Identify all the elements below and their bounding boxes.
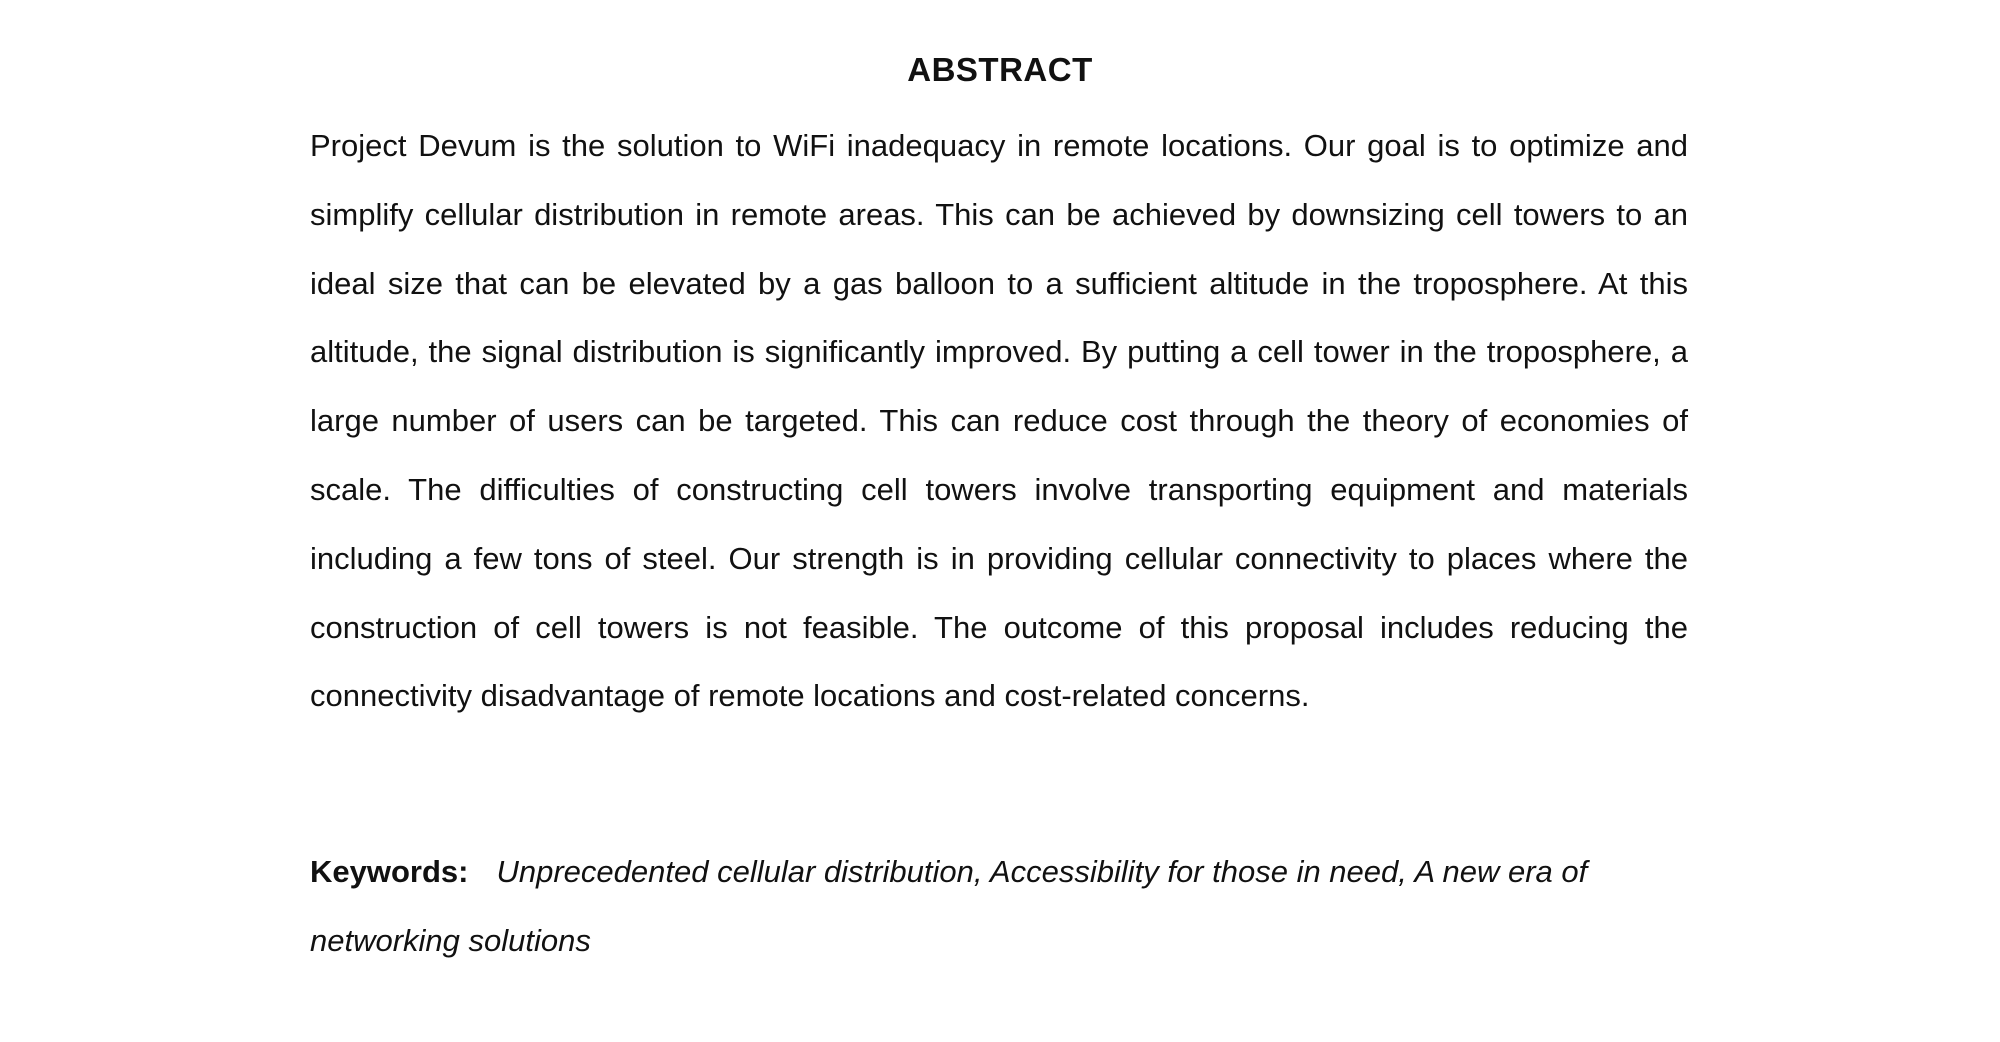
keywords-label: Keywords: bbox=[310, 854, 469, 889]
keywords-text: Unprecedented cellular distribution, Accessibility for those in need, A new era of networking solutions bbox=[310, 854, 1588, 958]
abstract-heading: ABSTRACT bbox=[907, 51, 1093, 88]
abstract-body: Project Devum is the solution to WiFi inadequacy in remote locations. Our goal is to optimize and simplify cellular distribution in remote areas. This can be achieved by downsizing cell towers to an ideal size that can be elevated by a gas balloon to a sufficient altitude in the troposphere. At this altitude, the signal distribution is significantly improved. By putting a cell tower in the troposphere, a large number of users can be targeted. This can reduce cost through the theory of economies of scale. The difficulties of constructing cell towers involve transporting equipment and materials including a few tons of steel. Our strength is in providing cellular connectivity to places where the construction of cell towers is not feasible. The outcome of this proposal includes reducing the connectivity disadvantage of remote locations and cost-related concerns. bbox=[310, 128, 1688, 714]
keywords-section bbox=[310, 838, 1688, 976]
